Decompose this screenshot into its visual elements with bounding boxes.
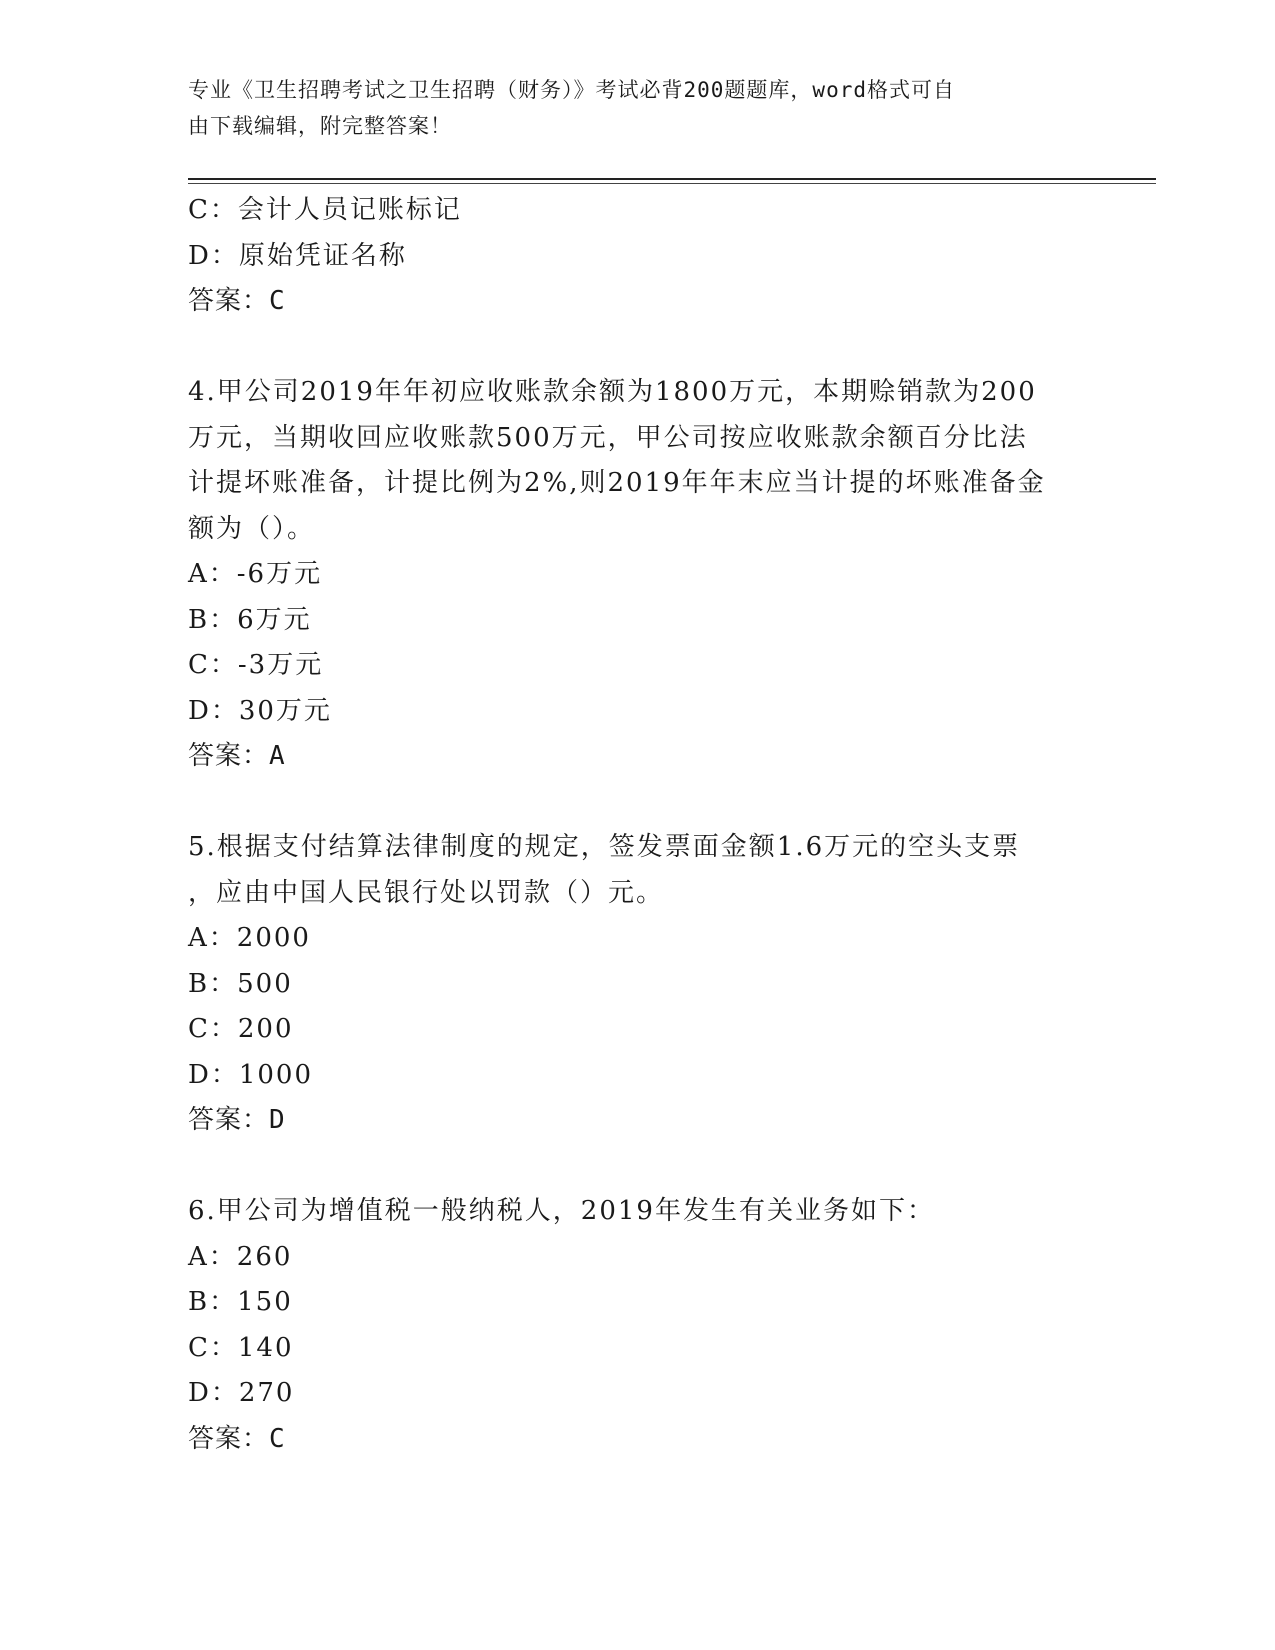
question-stem-line: 万元，当期收回应收账款500万元，甲公司按应收账款余额百分比法 [188,422,1028,453]
answer-line: 答案：A [188,741,286,771]
option-c: C：-3万元 [188,650,324,680]
option-c: C：140 [188,1332,294,1363]
option-a: A：260 [188,1241,293,1272]
question-stem-line: 5.根据支付结算法律制度的规定，签发票面金额1.6万元的空头支票 [188,832,1021,862]
answer-line: 答案：C [188,286,286,316]
option-a: A：-6万元 [188,559,323,589]
header-line-1: 专业《卫生招聘考试之卫生招聘（财务）》考试必背200题题库，word格式可自 [188,78,955,102]
answer-line: 答案：D [188,1105,286,1135]
question-stem-line: 6.甲公司为增值税一般纳税人，2019年发生有关业务如下： [188,1196,935,1226]
header-divider-thin [188,183,1156,184]
question-5 [188,825,1068,1144]
option-b: B：6万元 [188,604,312,635]
question-stem-line: ，应由中国人民银行处以罚款（）元。 [188,877,665,908]
option-c: C：会计人员记账标记 [188,195,462,225]
option-a: A：2000 [188,923,311,953]
option-b: B：500 [188,968,293,999]
question-content [188,188,1068,1462]
option-d: D：1000 [188,1059,314,1090]
question-6 [188,1189,1068,1462]
spacer [188,780,1068,826]
question-4 [188,370,1068,780]
header-divider-thick [188,178,1156,180]
option-d: D：30万元 [188,695,332,726]
option-b: B：150 [188,1287,293,1317]
question-3-tail [188,188,1068,325]
option-d: D：270 [188,1378,295,1408]
question-stem-line: 额为（）。 [188,513,316,544]
option-d: D：原始凭证名称 [188,240,407,271]
spacer [188,325,1068,371]
question-stem-line: 计提坏账准备，计提比例为2%,则2019年年末应当计提的坏账准备金 [188,468,1046,498]
question-stem-line: 4.甲公司2019年年初应收账款余额为1800万元，本期赊销款为200 [188,377,1037,407]
document-header [188,72,1078,144]
header-line-2: 由下载编辑，附完整答案！ [188,114,452,138]
option-c: C：200 [188,1014,294,1044]
spacer [188,1144,1068,1190]
answer-line: 答案：C [188,1423,286,1454]
